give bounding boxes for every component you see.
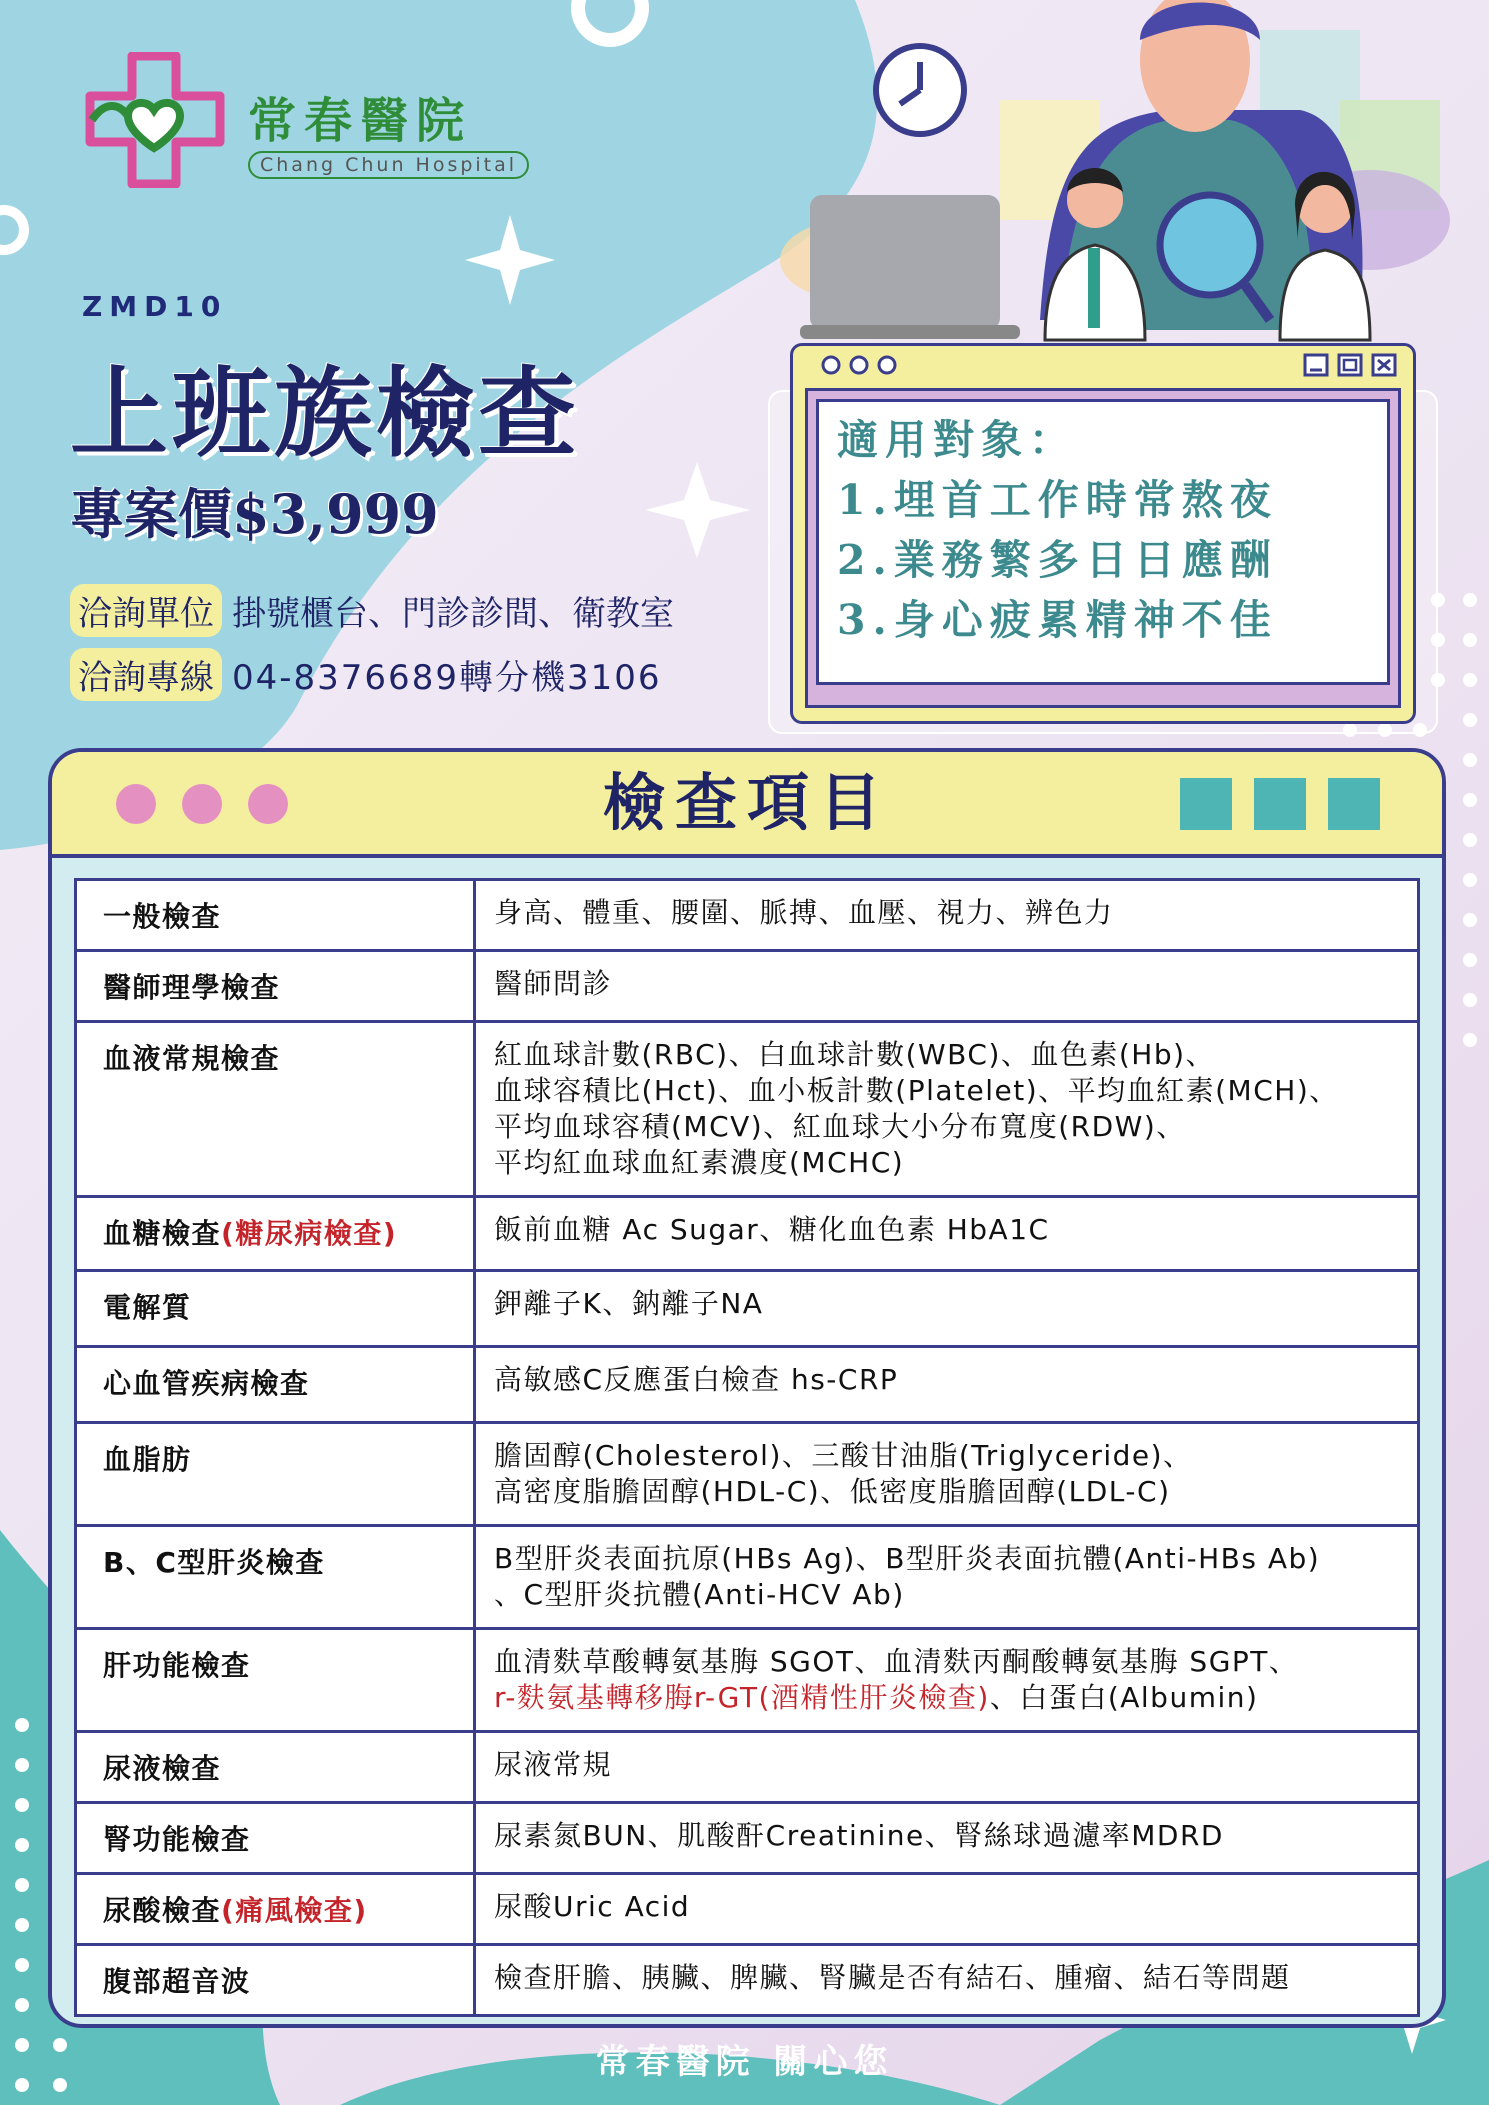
- exam-detail: 身高、體重、腰圍、脈搏、血壓、視力、辨色力: [475, 880, 1419, 951]
- exam-name-text: 血糖檢查: [103, 1217, 222, 1250]
- table-row: [76, 1197, 1419, 1271]
- exam-name: B、C型肝炎檢查: [76, 1526, 475, 1629]
- target-window-content: [816, 399, 1390, 685]
- contact-phone-row: [70, 648, 661, 701]
- footer-slogan: 常春醫院 關心您: [595, 2042, 894, 2082]
- table-row: [76, 1526, 1419, 1629]
- table-row: [76, 1022, 1419, 1197]
- target-item: 3.身心疲累精神不佳: [837, 596, 1278, 644]
- table-row: [76, 1945, 1419, 2016]
- exam-name: 一般檢查: [76, 880, 475, 951]
- exam-detail: 尿液常規: [475, 1732, 1419, 1803]
- exam-name: 電解質: [76, 1271, 475, 1347]
- exam-detail-line: 平均血球容積(MCV)、紅血球大小分布寬度(RDW)、: [494, 1110, 1186, 1143]
- exam-detail: [475, 1629, 1419, 1732]
- table-row: [76, 1732, 1419, 1803]
- window-controls-icon: [1303, 352, 1399, 378]
- target-item: 1.埋首工作時常熬夜: [837, 476, 1278, 524]
- exam-detail-line: 血清麩草酸轉氨基脢 SGOT、血清麩丙酮酸轉氨基脢 SGPT、: [494, 1645, 1299, 1678]
- exam-name: [76, 1197, 475, 1271]
- exam-name: 腹部超音波: [76, 1945, 475, 2016]
- table-row: [76, 1874, 1419, 1945]
- exam-name: 醫師理學檢查: [76, 951, 475, 1022]
- exam-detail-highlight: r-麩氨基轉移脢r-GT(酒精性肝炎檢查): [494, 1681, 990, 1714]
- exam-detail: 醫師問診: [475, 951, 1419, 1022]
- exam-name: 血脂肪: [76, 1423, 475, 1526]
- package-price: 專案價$3,999: [70, 482, 439, 546]
- exam-name-text: 尿酸檢查: [103, 1894, 222, 1927]
- contact-unit-label: 洽詢單位: [70, 584, 222, 637]
- target-item: 2.業務繁多日日應酬: [837, 536, 1278, 584]
- hospital-name-zh: 常春醫院: [248, 93, 473, 149]
- exam-detail: [475, 1526, 1419, 1629]
- exam-name: 肝功能檢查: [76, 1629, 475, 1732]
- exam-detail-line: 、C型肝炎抗體(Anti-HCV Ab): [494, 1578, 905, 1611]
- page-title: 上班族檢查: [70, 356, 581, 471]
- exam-detail-line: 紅血球計數(RBC)、白血球計數(WBC)、血色素(Hb)、: [494, 1038, 1216, 1071]
- table-row: [76, 1271, 1419, 1347]
- exam-detail: [475, 1022, 1419, 1197]
- exam-detail-line: [494, 1680, 1399, 1716]
- exam-name: 心血管疾病檢查: [76, 1347, 475, 1423]
- table-row: [76, 880, 1419, 951]
- exam-detail: 尿素氮BUN、肌酸酐Creatinine、腎絲球過濾率MDRD: [475, 1803, 1419, 1874]
- exam-detail: 鉀離子K、鈉離子NA: [475, 1271, 1419, 1347]
- exam-detail-line: 高密度脂膽固醇(HDL-C)、低密度脂膽固醇(LDL-C): [494, 1475, 1171, 1508]
- exam-items-panel: [48, 748, 1446, 2028]
- exam-name-note: (糖尿病檢查): [221, 1217, 398, 1250]
- target-window-frame: [805, 388, 1401, 708]
- doctors-illustration: [740, 0, 1489, 350]
- exam-detail: 檢查肝膽、胰臟、脾臟、腎臟是否有結石、腫瘤、結石等問題: [475, 1945, 1419, 2016]
- package-code: ZMD10: [82, 290, 228, 323]
- hospital-logo-icon: [84, 52, 226, 188]
- contact-unit-value: 掛號櫃台、門診診間、衛教室: [232, 594, 674, 634]
- exam-items-header: [52, 752, 1442, 858]
- exam-detail-line: B型肝炎表面抗原(HBs Ag)、B型肝炎表面抗體(Anti-HBs Ab): [494, 1542, 1321, 1575]
- exam-table: [74, 878, 1420, 2017]
- exam-name: [76, 1874, 475, 1945]
- exam-detail: 尿酸Uric Acid: [475, 1874, 1419, 1945]
- contact-unit-row: [70, 584, 674, 637]
- exam-name-note: (痛風檢查): [221, 1894, 368, 1927]
- window-dots-icon: [821, 354, 901, 376]
- exam-items-title: 檢查項目: [602, 766, 891, 839]
- table-row: [76, 951, 1419, 1022]
- exam-name: 腎功能檢查: [76, 1803, 475, 1874]
- exam-name: 尿液檢查: [76, 1732, 475, 1803]
- exam-detail-rest: 、白蛋白(Albumin): [989, 1681, 1259, 1714]
- target-window-titlebar: [793, 346, 1413, 382]
- exam-detail: 高敏感C反應蛋白檢查 hs-CRP: [475, 1347, 1419, 1423]
- exam-detail-line: 平均紅血球血紅素濃度(MCHC): [494, 1146, 905, 1179]
- exam-detail-line: 血球容積比(Hct)、血小板計數(Platelet)、平均血紅素(MCH)、: [494, 1074, 1339, 1107]
- table-row: [76, 1347, 1419, 1423]
- target-window: [790, 343, 1416, 724]
- header-dots-icon: [114, 782, 294, 826]
- table-row: [76, 1629, 1419, 1732]
- target-heading: 適用對象：: [837, 416, 1077, 464]
- exam-detail: 飯前血糖 Ac Sugar、糖化血色素 HbA1C: [475, 1197, 1419, 1271]
- exam-table-wrapper: [52, 858, 1442, 2017]
- hospital-name-en: Chang Chun Hospital: [248, 151, 529, 179]
- exam-detail: [475, 1423, 1419, 1526]
- contact-phone-value[interactable]: 04-8376689轉分機3106: [232, 658, 662, 698]
- contact-phone-label: 洽詢專線: [70, 648, 222, 701]
- hospital-name: [248, 82, 529, 179]
- exam-detail-line: 膽固醇(Cholesterol)、三酸甘油脂(Triglyceride)、: [494, 1439, 1193, 1472]
- header-squares-icon: [1180, 778, 1380, 830]
- exam-name: 血液常規檢查: [76, 1022, 475, 1197]
- table-row: [76, 1423, 1419, 1526]
- table-row: [76, 1803, 1419, 1874]
